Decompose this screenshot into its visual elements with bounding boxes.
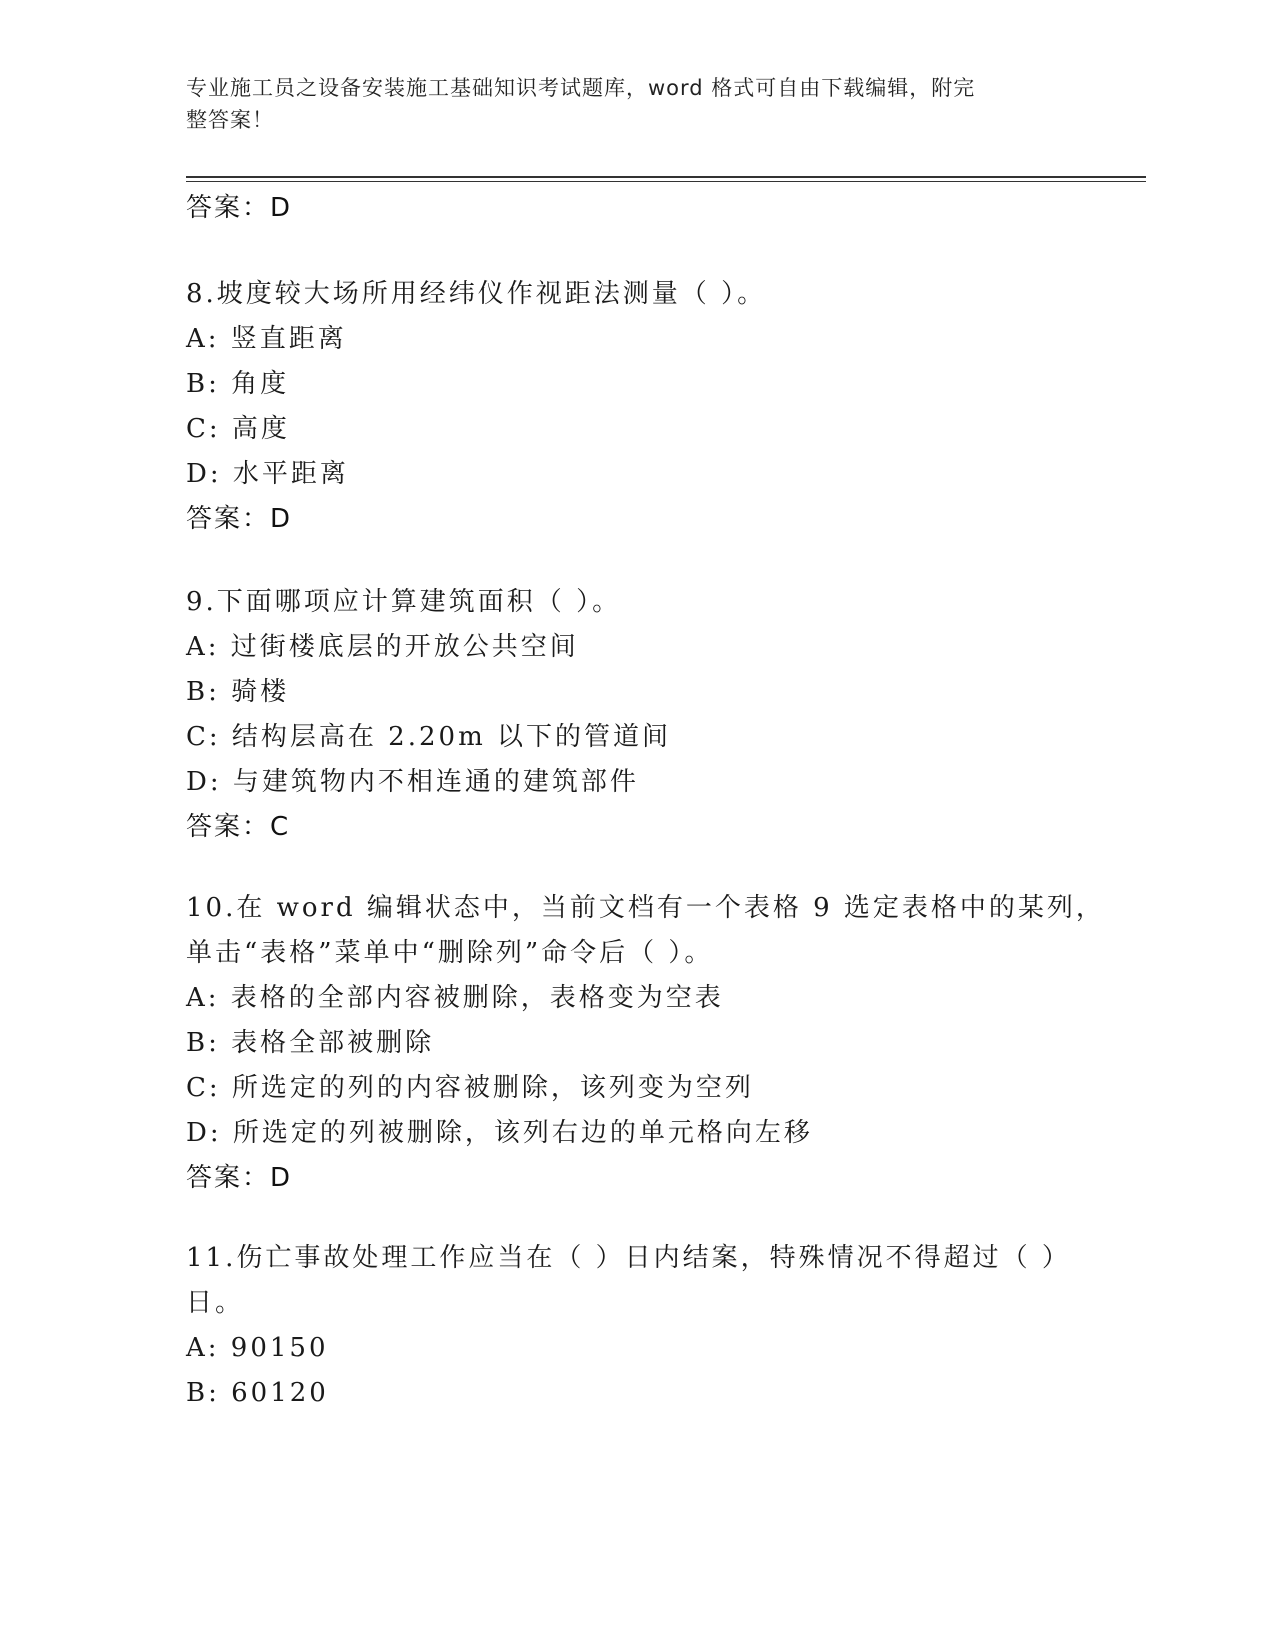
answer-label: 答案：C [186, 812, 291, 842]
option-d: D: 所选定的列被删除，该列右边的单元格向左移 [186, 1118, 813, 1148]
document-header [186, 72, 1066, 136]
option-d: D: 水平距离 [186, 459, 349, 489]
option-a: A: 竖直距离 [186, 324, 347, 354]
question-text-line-2: 单击“表格”菜单中“删除列”命令后（ ）。 [186, 938, 714, 968]
option-c: C: 结构层高在 2.20m 以下的管道间 [186, 722, 671, 752]
header-line-2: 整答案！ [186, 108, 274, 132]
option-d: D: 与建筑物内不相连通的建筑部件 [186, 767, 639, 797]
option-c: C: 所选定的列的内容被删除，该列变为空列 [186, 1073, 754, 1103]
answer-label: 答案：D [186, 504, 293, 534]
question-11 [186, 1236, 1086, 1416]
answer-label: 答案：D [186, 193, 293, 223]
question-10 [186, 886, 1105, 1201]
option-b: B: 角度 [186, 369, 290, 399]
header-rule-thick [186, 176, 1146, 178]
question-text: 9.下面哪项应计算建筑面积（ ）。 [186, 587, 622, 617]
question-text-line-1: 11.伤亡事故处理工作应当在（ ）日内结案，特殊情况不得超过（ ） [186, 1243, 1071, 1273]
question-text: 8.坡度较大场所用经纬仪作视距法测量（ ）。 [186, 279, 767, 309]
option-a: A: 表格的全部内容被删除，表格变为空表 [186, 983, 724, 1013]
option-b: B: 骑楼 [186, 677, 290, 707]
header-rule-thin [186, 181, 1146, 182]
option-b: B: 表格全部被删除 [186, 1028, 435, 1058]
question-text-line-1: 10.在 word 编辑状态中，当前文档有一个表格 9 选定表格中的某列， [186, 893, 1105, 923]
option-b: B: 60120 [186, 1378, 329, 1408]
question-9 [186, 580, 1086, 850]
question-text-line-2: 日。 [186, 1288, 245, 1318]
question-8 [186, 272, 1086, 542]
option-a: A: 过街楼底层的开放公共空间 [186, 632, 579, 662]
option-a: A: 90150 [186, 1333, 329, 1363]
header-line-1: 专业施工员之设备安装施工基础知识考试题库，word 格式可自由下载编辑，附完 [186, 76, 976, 100]
previous-answer-block [186, 186, 1086, 231]
option-c: C: 高度 [186, 414, 290, 444]
answer-label: 答案：D [186, 1163, 293, 1193]
